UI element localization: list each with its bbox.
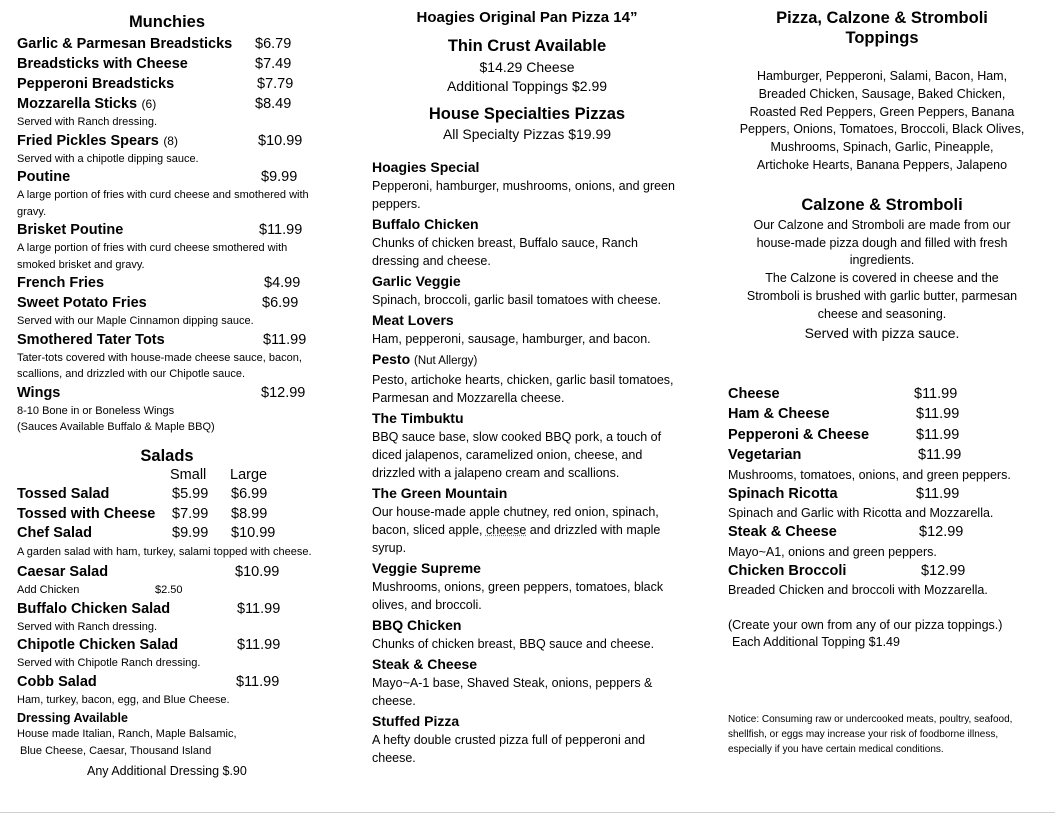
salad-item [17, 673, 317, 692]
thin-crust-label: Thin Crust Available [447, 37, 607, 55]
item-name: Cheese [728, 385, 780, 402]
item-name: Fried Pickles Spears [17, 132, 159, 149]
item-name: Chicken Broccoli [728, 562, 847, 579]
item-name: Vegetarian [728, 447, 802, 464]
specialty-name: BBQ Chicken [372, 617, 462, 633]
notice-line: especially if you have certain medical conditions. [728, 744, 944, 756]
munchies-item [17, 168, 317, 187]
salad-item [17, 524, 317, 544]
pan-pizza-title: Hoagies Original Pan Pizza 14” [416, 9, 638, 26]
calzone-description [728, 217, 1036, 343]
item-price: $11.99 [916, 485, 960, 502]
item-price: $11.99 [237, 600, 281, 617]
specialty-item [372, 215, 682, 270]
item-price: $11.99 [263, 331, 307, 348]
dressing-line: Blue Cheese, Caesar, Thousand Island [20, 744, 212, 757]
munchies-item [17, 221, 317, 240]
item-name: Spinach Ricotta [728, 485, 838, 502]
item-description: Breaded Chicken and broccoli with Mozzarella. [728, 583, 988, 598]
calzone-line: Stromboli is brushed with garlic butter, parmesan [746, 288, 1018, 303]
dressing-block [17, 710, 317, 780]
calzone-line: cheese and seasoning. [817, 306, 947, 321]
calzone-line: Our Calzone and Stromboli are made from our [753, 217, 1011, 232]
toppings-list [728, 68, 1036, 175]
item-name: Smothered Tater Tots [17, 331, 165, 348]
specialty-item [372, 559, 682, 614]
specialty-item [372, 311, 682, 348]
item-price: $12.99 [921, 562, 966, 579]
specialty-item [372, 272, 682, 309]
calzone-item [728, 385, 1036, 405]
salad-item [17, 636, 317, 655]
item-price: $11.99 [237, 637, 281, 653]
item-description: Spinach and Garlic with Ricotta and Mozzarella. [728, 506, 994, 521]
specialties-list [372, 158, 682, 767]
munchies-item [17, 331, 317, 350]
item-name: Poutine [17, 169, 71, 185]
calzone-column [728, 0, 1036, 757]
item-name: Mozzarella Sticks [17, 96, 138, 112]
small-label: Small [170, 466, 207, 483]
item-description: Tater-tots covered with house-made cheese sauce, bacon, scallions, and drizzled with our Chipotle sauce. [17, 351, 302, 380]
munchies-item [17, 55, 317, 74]
specialty-description: Ham, pepperoni, sausage, hamburger, and bacon. [372, 332, 651, 346]
specialty-item [372, 616, 682, 653]
item-description: Served with Chipotle Ranch dressing. [17, 657, 201, 669]
specialty-name: Pesto [372, 351, 411, 367]
item-description: A garden salad with ham, turkey, salami topped with cheese. [17, 545, 312, 558]
calzone-line: house-made pizza dough and filled with fresh [756, 235, 1008, 250]
item-name: Pepperoni Breadsticks [17, 76, 175, 92]
specialty-name: Buffalo Chicken [372, 216, 479, 232]
item-description: Mayo~A1, onions and green peppers. [728, 544, 937, 559]
addon-price: $2.50 [155, 584, 183, 596]
item-price: $11.99 [916, 426, 960, 443]
large-price: $10.99 [231, 525, 276, 541]
toppings-line: Mushrooms, Spinach, Garlic, Pineapple, [770, 140, 994, 155]
item-name: Chipotle Chicken Salad [17, 637, 179, 653]
munchies-list [17, 35, 317, 436]
item-description: Served with Ranch dressing. [17, 116, 158, 128]
item-description: 8-10 Bone in or Boneless Wings [17, 404, 175, 417]
salad-item [17, 563, 317, 582]
toppings-title-line2: Toppings [845, 29, 919, 47]
munchies-item [17, 132, 317, 151]
salad-item [17, 600, 317, 619]
item-price: $11.99 [914, 385, 958, 402]
munchies-item [17, 35, 317, 54]
item-count: (6) [141, 97, 157, 111]
item-price: $12.99 [919, 524, 964, 541]
calzone-item [728, 446, 1036, 466]
specialty-name: Steak & Cheese [372, 656, 478, 672]
item-price: $11.99 [236, 673, 280, 690]
item-price: $11.99 [916, 406, 960, 423]
item-count: (8) [163, 133, 178, 148]
small-price: $5.99 [172, 486, 209, 502]
calzone-item [728, 485, 1036, 505]
toppings-line: Roasted Red Peppers, Green Peppers, Banana [749, 104, 1015, 119]
dressing-line: House made Italian, Ranch, Maple Balsamic, [17, 728, 237, 740]
food-safety-notice [728, 712, 1036, 757]
addon-label: Add Chicken [17, 584, 80, 596]
specialty-name: Stuffed Pizza [372, 713, 460, 729]
addon-line [17, 582, 317, 599]
munchies-item [17, 294, 317, 313]
calzone-item [728, 562, 1036, 582]
munchies-item [17, 384, 317, 403]
munchies-title: Munchies [128, 13, 206, 31]
item-price: $11.99 [918, 447, 962, 464]
item-description: Served with a chipotle dipping sauce. [17, 152, 199, 165]
specialty-item [372, 484, 682, 557]
item-price: $6.99 [262, 295, 299, 311]
specialty-name: Hoagies Special [372, 159, 480, 175]
desc-part: Our house-made apple chutney, red onion, spinach, bacon, sliced apple, [372, 505, 659, 537]
item-description: A large portion of fries with curd cheese smothered with smoked brisket and gravy. [17, 242, 288, 271]
toppings-price: Additional Toppings $2.99 [446, 78, 608, 94]
item-description: (Sauces Available Buffalo & Maple BBQ) [17, 421, 215, 433]
item-name: Garlic & Parmesan Breadsticks [17, 36, 233, 52]
specialty-item [372, 409, 682, 482]
specialty-description: Mushrooms, onions, green peppers, tomatoes, black olives, and broccoli. [372, 580, 664, 612]
cheese-price: $14.29 Cheese [479, 59, 575, 75]
toppings-line: Artichoke Hearts, Banana Peppers, Jalapeno [756, 157, 1008, 172]
calzone-item [728, 426, 1036, 446]
desc-part: and drizzled with maple syrup. [372, 523, 661, 555]
item-name: French Fries [17, 275, 105, 291]
munchies-item [17, 274, 317, 293]
item-price: $11.99 [259, 222, 303, 238]
item-price: $9.99 [261, 169, 298, 185]
create-line: Each Additional Topping $1.49 [732, 635, 900, 650]
large-price: $8.99 [231, 505, 268, 522]
item-name: Wings [17, 384, 61, 401]
item-description: Served with Ranch dressing. [17, 620, 158, 633]
specialty-item [372, 712, 682, 767]
item-name: Cobb Salad [17, 673, 97, 690]
specialty-name: Garlic Veggie [372, 273, 461, 289]
item-name: Pepperoni & Cheese [728, 426, 870, 443]
allergy-note: (Nut Allergy) [414, 355, 478, 367]
calzone-title: Calzone & Stromboli [801, 195, 963, 214]
small-price: $9.99 [172, 525, 209, 541]
toppings-line: Peppers, Onions, Tomatoes, Broccoli, Black Olives, [739, 122, 1025, 137]
item-name: Brisket Poutine [17, 222, 124, 238]
specialty-name: Veggie Supreme [372, 560, 481, 576]
item-price: $7.79 [257, 76, 294, 92]
specialty-description: Chunks of chicken breast, BBQ sauce and cheese. [372, 637, 655, 651]
item-name: Tossed Salad [17, 486, 110, 502]
specialty-item [372, 655, 682, 710]
item-name: Caesar Salad [17, 564, 109, 580]
item-price: $12.99 [261, 384, 306, 401]
large-price: $6.99 [231, 486, 268, 502]
specialty-name: Meat Lovers [372, 312, 454, 328]
item-price: $8.49 [255, 96, 292, 112]
item-name: Chef Salad [17, 525, 92, 541]
specialties-subtitle: All Specialty Pizzas $19.99 [442, 126, 612, 142]
specialty-item [372, 158, 682, 213]
item-name: Ham & Cheese [728, 406, 830, 423]
toppings-line: Breaded Chicken, Sausage, Baked Chicken, [758, 86, 1006, 101]
item-name: Tossed with Cheese [17, 505, 156, 522]
munchies-column [17, 0, 317, 780]
specialty-description: A hefty double crusted pizza full of pepperoni and cheese. [372, 733, 646, 765]
calzone-list [728, 385, 1036, 600]
additional-dressing: Any Additional Dressing $.90 [87, 764, 247, 778]
item-description: Served with our Maple Cinnamon dipping sauce. [17, 315, 254, 327]
item-price: $6.79 [255, 36, 292, 52]
salad-size-header [17, 466, 317, 486]
item-description: A large portion of fries with curd cheese and smothered with gravy. [17, 189, 309, 218]
munchies-item [17, 75, 317, 94]
specialty-name: The Timbuktu [372, 410, 464, 426]
specialty-name: The Green Mountain [372, 485, 508, 501]
pizza-column [372, 0, 682, 767]
specialty-item [372, 350, 682, 407]
salad-item [17, 485, 317, 505]
create-your-own [728, 617, 1036, 651]
calzone-served: Served with pizza sauce. [804, 324, 960, 341]
item-description: Ham, turkey, bacon, egg, and Blue Cheese. [17, 693, 230, 706]
create-line: (Create your own from any of our pizza toppings.) [728, 618, 1003, 633]
calzone-line: ingredients. [849, 253, 915, 268]
item-name: Breadsticks with Cheese [17, 56, 188, 72]
desc-part-underlined: cheese [485, 523, 527, 537]
specialty-description: Chunks of chicken breast, Buffalo sauce, Ranch dressing and cheese. [372, 236, 638, 268]
item-price: $10.99 [235, 564, 280, 580]
item-price: $4.99 [264, 275, 301, 291]
calzone-item [728, 523, 1036, 543]
specialty-description: Spinach, broccoli, garlic basil tomatoes with cheese. [372, 293, 662, 307]
item-price: $7.49 [255, 56, 292, 72]
toppings-line: Hamburger, Pepperoni, Salami, Bacon, Ham, [756, 69, 1008, 83]
item-name: Buffalo Chicken Salad [17, 600, 171, 617]
specialties-title: House Specialties Pizzas [428, 105, 626, 123]
dressing-title: Dressing Available [17, 711, 128, 725]
salads-title: Salads [140, 446, 194, 465]
specialty-description: Pesto, artichoke hearts, chicken, garlic basil tomatoes, Parmesan and Mozzarella cheese. [372, 373, 674, 405]
large-label: Large [230, 466, 268, 483]
toppings-title: Pizza, Calzone & Stromboli [776, 9, 988, 27]
page-bottom-border [0, 812, 1055, 813]
specialty-description [372, 503, 682, 557]
small-price: $7.99 [172, 505, 209, 522]
notice-line: Notice: Consuming raw or undercooked meats, poultry, seafood, [728, 714, 1013, 726]
specialty-description: Pepperoni, hamburger, mushrooms, onions, and green peppers. [372, 179, 675, 211]
item-name: Steak & Cheese [728, 524, 837, 541]
calzone-item [728, 405, 1036, 425]
salad-item [17, 505, 317, 525]
item-description: Mushrooms, tomatoes, onions, and green peppers. [728, 467, 1011, 482]
item-name: Sweet Potato Fries [17, 295, 147, 311]
specialty-description: Mayo~A-1 base, Shaved Steak, onions, peppers & cheese. [372, 676, 653, 708]
item-price: $10.99 [258, 132, 303, 149]
specialty-name-line [372, 350, 682, 371]
notice-line: shellfish, or eggs may increase your risk of foodborne illness, [728, 729, 999, 741]
calzone-line: The Calzone is covered in cheese and the [765, 271, 999, 286]
specialty-description: BBQ sauce base, slow cooked BBQ pork, a touch of diced jalapenos, caramelized onion, cheese, and drizzled with a jalapeno cream and scallions. [372, 430, 662, 480]
munchies-item [17, 95, 317, 114]
